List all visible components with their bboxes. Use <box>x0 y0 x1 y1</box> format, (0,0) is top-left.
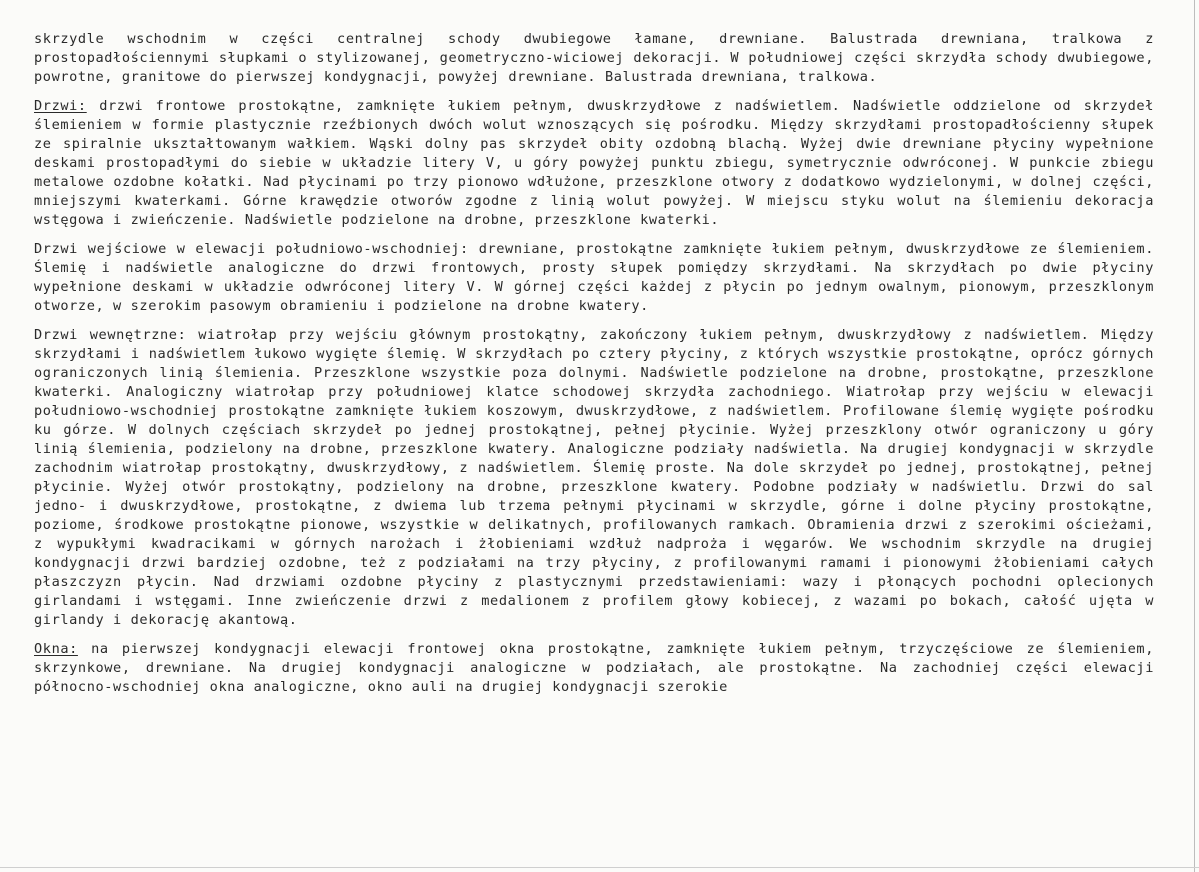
paragraph-doors <box>34 97 1154 230</box>
paragraph-stairs <box>34 30 1154 87</box>
paragraph-text: na pierwszej kondygnacji elewacji frontowej okna prostokątne, zamknięte łukiem pełnym, trzyczęściowe ze ślemieniem, skrzynkowe, drewniane. Na drugiej kondygnacji analogiczne w podziałach, ale prostokątne. Na zachodniej części elewacji północno-wschodniej okna analogiczne, okno auli na drugiej kondygnacji szerokie <box>34 641 1154 695</box>
document-body <box>34 30 1154 697</box>
paragraph-interior-doors <box>34 326 1154 630</box>
section-heading-drzwi: Drzwi: <box>34 98 87 114</box>
page-edge-right <box>1194 0 1195 872</box>
paragraph-text: skrzydle wschodnim w części centralnej schody dwubiegowe łamane, drewniane. Balustrada drewniana, tralkowa z prostopadłościennymi słupkami o stylizowanej, geometryczno-wiciowej dekoracji. W południowej części skrzydła schody dwubiegowe, powrotne, granitowe do pierwszej kondygnacji, powyżej drewniane. Balustrada drewniana, tralkowa. <box>34 31 1154 85</box>
page-edge-bottom <box>0 867 1199 868</box>
paragraph-text: Drzwi wejściowe w elewacji południowo-wschodniej: drewniane, prostokątne zamknięte łukiem pełnym, dwuskrzydłowe ze ślemieniem. Ślemię i nadświetle analogiczne do drzwi frontowych, prosty słupek pomiędzy skrzydłami. Na skrzydłach po dwie płyciny wypełnione deskami w układzie odwróconej litery V. W górnej części każdej z płycin po jednym owalnym, pionowym, przeszklonym otworze, w szerokim pasowym obramieniu i podzielone na drobne kwatery. <box>34 241 1154 314</box>
paragraph-entrance-doors <box>34 240 1154 316</box>
paragraph-text: Drzwi wewnętrzne: wiatrołap przy wejściu głównym prostokątny, zakończony łukiem pełnym, dwuskrzydłowy z nadświetlem. Między skrzydłami i nadświetlem łukowo wygięte ślemię. W skrzydłach po cztery płyciny, z których wszystkie prostokątne, oprócz górnych ograniczonych linią ślemienia. Przeszklone wszystkie poza dolnymi. Nadświetle podzielone na drobne, prostokątne, przeszklone kwaterki. Analogiczny wiatrołap przy południowej klatce schodowej skrzydła zachodniego. Wiatrołap przy wejściu w elewacji południowo-wschodniej prostokątne zamknięte łukiem koszowym, dwuskrzydłowe, z nadświetlem. Profilowane ślemię wygięte pośrodku ku górze. W dolnych częściach skrzydeł po jednej prostokątnej, pełnej płycinie. Wyżej przeszklony otwór ograniczony u góry linią ślemienia, podzielony na drobne, przeszklone kwatery. Analogiczne podziały nadświetla. Na drugiej kondygnacji w skrzydle zachodnim wiatrołap prostokątny, dwuskrzydłowy, z nadświetlem. Ślemię proste. Na dole skrzydeł po jednej, prostokątnej, pełnej płycinie. Wyżej otwór prostokątny, podzielony na drobne, przeszklone kwatery. Podobne podziały w nadświetlu. Drzwi do sal jedno- i dwuskrzydłowe, prostokątne, z dwiema lub trzema pełnymi płycinami w skrzydle, górne i dolne płyciny prostokątne, poziome, środkowe prostokątne pionowe, wszystkie w delikatnych, profilowanych ramkach. Obramienia drzwi z szerokimi ościeżami, z wypukłymi kwadracikami w górnych narożach i żłobieniami wzdłuż nadproża i węgarów. We wschodnim skrzydle na drugiej kondygnacji drzwi bardziej ozdobne, też z podziałami na trzy płyciny, z profilowanymi ramami i pionowymi żłobieniami całych płaszczyzn płycin. Nad drzwiami ozdobne płyciny z plastycznymi przedstawieniami: wazy i płonących pochodni oplecionych girlandami i wstęgami. Inne zwieńczenie drzwi z medalionem z profilem głowy kobiecej, z wazami po bokach, całość ujęta w girlandy i dekorację akantową. <box>34 327 1154 628</box>
paragraph-windows <box>34 640 1154 697</box>
paragraph-text: drzwi frontowe prostokątne, zamknięte łukiem pełnym, dwuskrzydłowe z nadświetlem. Nadświetle oddzielone od skrzydeł ślemieniem w formie plastycznie rzeźbionych dwóch wolut wznoszących się pośrodku. Między skrzydłami prostopadłościenny słupek ze spiralnie ukształtowanym wałkiem. Wąski dolny pas skrzydeł obity ozdobną blachą. Wyżej dwie drewniane płyciny wypełnione deskami prostopadłymi do siebie w układzie litery V, u góry powyżej punktu zbiegu, symetrycznie odwróconej. W punkcie zbiegu metalowe ozdobne kołatki. Nad płycinami po trzy pionowo wdłużone, przeszklone otwory z dodatkowo wydzielonymi, w dolnej części, mniejszymi kwaterkami. Górne krawędzie otworów zgodne z linią wolut powyżej. W miejscu styku wolut na ślemieniu dekoracja wstęgowa i zwieńczenie. Nadświetle podzielone na drobne, przeszklone kwaterki. <box>34 98 1154 228</box>
section-heading-okna: Okna: <box>34 641 78 657</box>
